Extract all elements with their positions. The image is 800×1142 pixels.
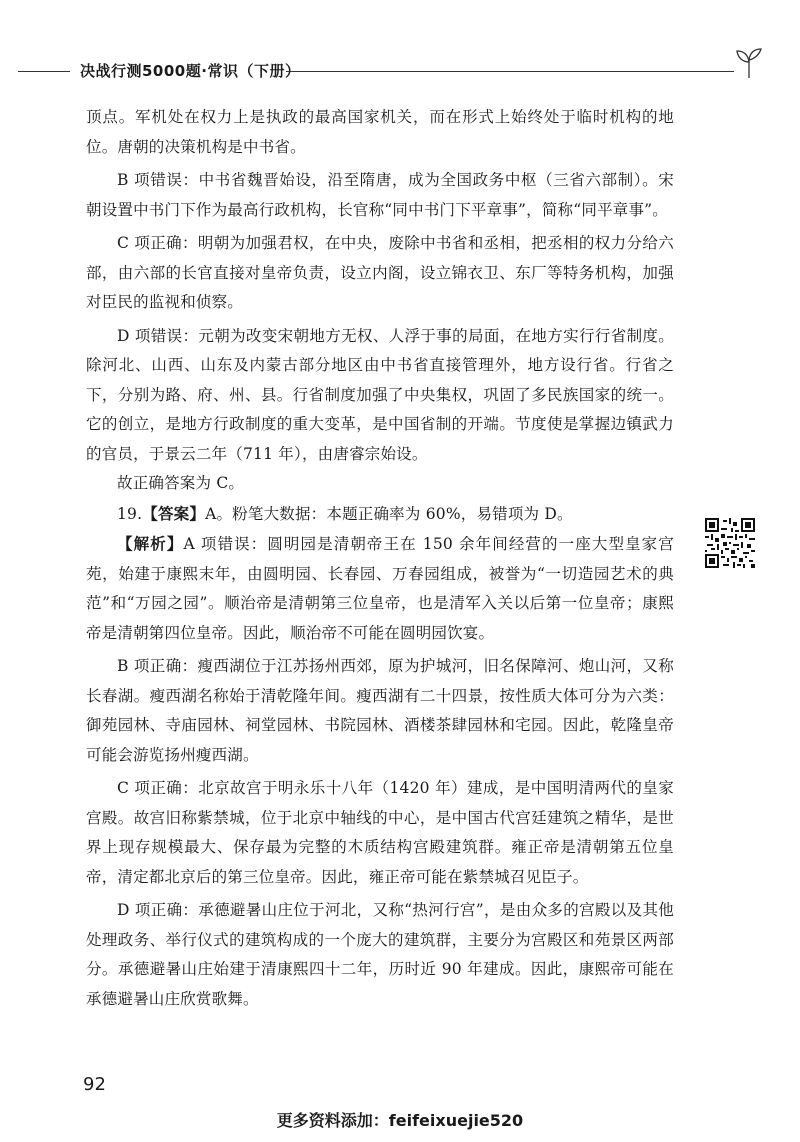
footer-note: 更多资料添加：feifeixuejie520 <box>276 1111 524 1130</box>
analysis-text: A 项错误：圆明园是清朝帝王在 150 余年间经营的一座大型皇家宫苑，始建于康熙末年，由圆明园、长春园、万春园组成，被誉为“一切造园艺术的典范”和“万园之园”。顺治帝是清朝第三位皇帝，也是清军入关以后第一位皇帝；康熙帝是清朝第四位皇帝。因此，顺治帝不可能在圆明园饮宴。 <box>86 535 674 642</box>
sprout-icon <box>734 46 764 80</box>
qr-code-icon <box>705 518 755 568</box>
paragraph-19-option-b: B 项正确：瘦西湖位于江苏扬州西郊，原为护城河，旧名保障河、炮山河，又称长春湖。瘦西湖名称始于清乾隆年间。瘦西湖有二十四景，按性质大体可分为六类：御苑园林、寺庙园林、祠堂园林、书院园林、酒楼茶肆园林和宅园。因此，乾隆皇帝可能会游览扬州瘦西湖。 <box>86 657 674 764</box>
header-rule-left <box>18 71 70 72</box>
answer-text: A。粉笔大数据：本题正确率为 60%，易错项为 D。 <box>205 504 573 523</box>
paragraph-option-b: B 项错误：中书省魏晋始设，沿至隋唐，成为全国政务中枢（三省六部制）。宋朝设置中书门下作为最高行政机构，长官称“同中书门下平章事”，简称“同平章事”。 <box>86 171 674 219</box>
paragraph-conclusion: 故正确答案为 C。 <box>117 474 245 492</box>
page-number: 92 <box>83 1074 106 1095</box>
question-19-analysis <box>86 529 674 648</box>
paragraph-option-c: C 项正确：明朝为加强君权，在中央，废除中书省和丞相，把丞相的权力分给六部，由六部的长官直接对皇帝负责，设立内阁，设立锦衣卫、东厂等特务机构，加强对臣民的监视和侦察。 <box>86 234 674 311</box>
question-19-answer <box>86 499 674 530</box>
running-header <box>0 56 800 86</box>
paragraph-19-option-c: C 项正确：北京故宫于明永乐十八年（1420 年）建成，是中国明清两代的皇家宫殿。故宫旧称紫禁城，位于北京中轴线的中心，是中国古代宫廷建筑之精华，是世界上现存规模最大、保存最为完整的木质结构宫殿建筑群。雍正帝是清朝第五位皇帝，清定都北京后的第三位皇帝。因此，雍正帝可能在紫禁城召见臣子。 <box>86 779 674 886</box>
book-title: 决战行测5000题·常识（下册） <box>80 62 301 80</box>
paragraph-option-d: D 项错误：元朝为改变宋朝地方无权、人浮于事的局面，在地方实行行省制度。除河北、山西、山东及内蒙古部分地区由中书省直接管理外，地方设行省。行省之下，分别为路、府、州、县。行省制度加强了中央集权，巩固了多民族国家的统一。它的创立，是地方行政制度的重大变革，是中国省制的开端。节度使是掌握边镇武力的官员，于景云二年（711 年），由唐睿宗始设。 <box>86 326 674 463</box>
header-rule-right <box>286 71 734 72</box>
paragraph-continued: 顶点。军机处在权力上是执政的最高国家机关，而在形式上始终处于临时机构的地位。唐朝的决策机构是中书省。 <box>86 108 674 156</box>
question-number: 19. <box>117 504 143 523</box>
analysis-label: 【解析】 <box>117 534 184 553</box>
paragraph-19-option-d: D 项正确：承德避暑山庄位于河北，又称“热河行宫”，是由众多的宫殿以及其他处理政务、举行仪式的建筑构成的一个庞大的建筑群，主要分为宫殿区和苑景区两部分。承德避暑山庄始建于清康熙四十二年，历时近 90 年建成。因此，康熙帝可能在承德避暑山庄欣赏歌舞。 <box>86 901 674 1008</box>
answer-label: 【答案】 <box>142 503 206 523</box>
page-body <box>86 103 674 1014</box>
